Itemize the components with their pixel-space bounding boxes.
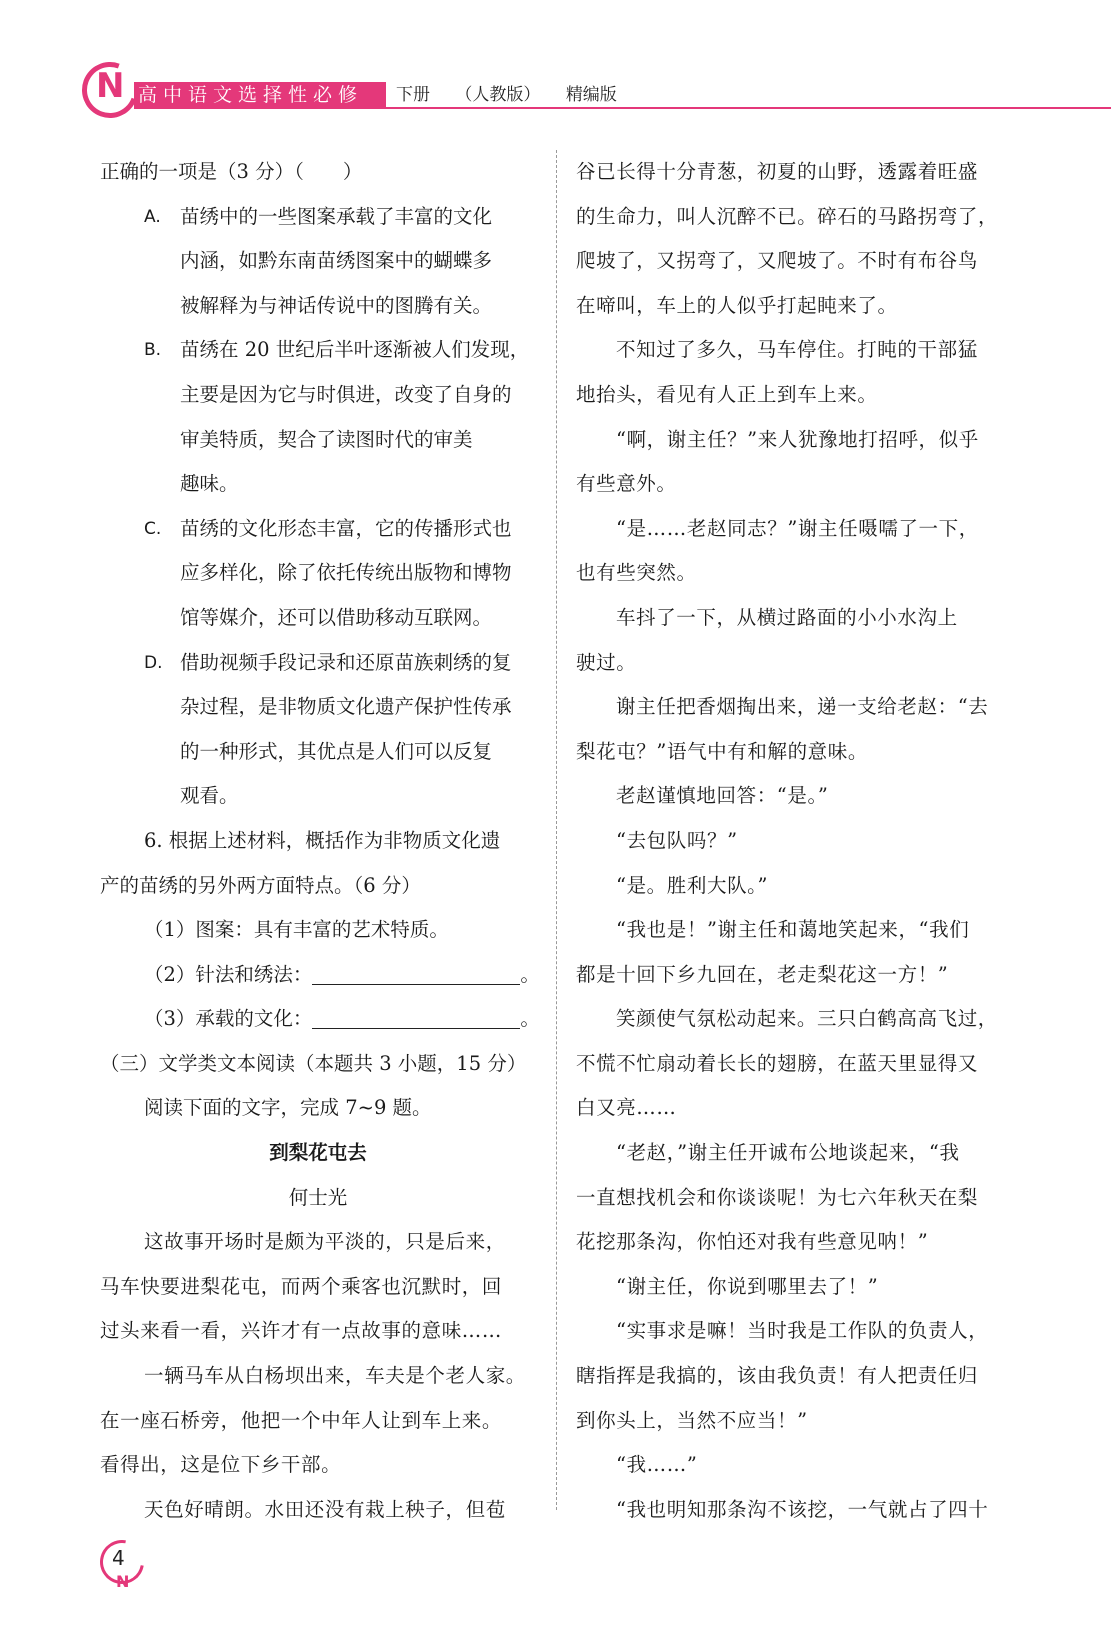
q6-stem-line1: 6. 根据上述材料，概括作为非物质文化遗 — [144, 828, 501, 852]
series-logo — [82, 62, 140, 120]
story-line: 瞎指挥是我搞的，该由我负责！有人把责任归 — [576, 1364, 979, 1388]
story-line: 爬坡了，又拐弯了，又爬坡了。不时有布谷鸟 — [576, 249, 979, 273]
option-b-letter: B. — [144, 340, 162, 361]
page-logo-letter: N — [116, 1572, 130, 1591]
option-a — [100, 195, 536, 240]
edition-label: （人教版） — [455, 85, 541, 105]
option-b-line: 主要是因为它与时俱进，改变了自身的 — [180, 382, 512, 406]
reading-instruction: 阅读下面的文字，完成 7~9 题。 — [144, 1096, 432, 1120]
story-line: 到你头上，当然不应当！” — [576, 1408, 808, 1432]
story-line: “是。胜利大队。” — [616, 873, 769, 897]
story-line: 不慌不忙扇动着长长的翅膀，在蓝天里显得又 — [576, 1051, 979, 1075]
story-line: 车抖了一下，从横过路面的小小水沟上 — [616, 605, 958, 629]
right-column — [576, 150, 1010, 1532]
q6-item-2-label: （2）针法和绣法： — [144, 962, 313, 986]
story-line: 看得出，这是位下乡干部。 — [100, 1453, 342, 1477]
story-line: 老赵谨慎地回答：“是。” — [616, 784, 829, 808]
q6-item-1: （1）图案：具有丰富的艺术特质。 — [144, 918, 449, 942]
page-number-badge — [100, 1540, 146, 1591]
option-c-letter: C. — [144, 518, 162, 539]
header-subtitle — [396, 82, 637, 109]
story-line: “啊，谢主任？”来人犹豫地打招呼，似乎 — [616, 427, 979, 451]
story-line: 谷已长得十分青葱，初夏的山野，透露着旺盛 — [576, 160, 979, 183]
story-line: 花挖那条沟，你怕还对我有些意见呐！” — [576, 1230, 929, 1254]
option-a-line: 被解释为与神话传说中的图腾有关。 — [180, 293, 493, 317]
option-a-line: 内涵，如黔东南苗绣图案中的蝴蝶多 — [180, 249, 493, 273]
page-number: 4 — [112, 1546, 125, 1570]
series-title: 高中语文选择性必修 — [134, 82, 386, 109]
story-line: 白又亮…… — [576, 1096, 677, 1120]
logo-letter: N — [96, 66, 125, 106]
option-d-line: 的一种形式，其优点是人们可以反复 — [180, 739, 493, 763]
story-line: 马车快要进梨花屯，而两个乘客也沉默时，回 — [100, 1274, 503, 1298]
story-line: 一辆马车从白杨坝出来，车夫是个老人家。 — [144, 1364, 526, 1388]
option-d-line: 杂过程，是非物质文化遗产保护性传承 — [180, 695, 512, 719]
story-line: 有些意外。 — [576, 472, 677, 496]
story-line: 这故事开场时是颇为平淡的，只是后来， — [144, 1230, 506, 1254]
column-divider — [556, 150, 557, 1510]
option-c — [100, 507, 536, 552]
story-title: 到梨花屯去 — [269, 1141, 367, 1165]
story-line: “谢主任，你说到哪里去了！” — [616, 1274, 879, 1298]
story-line: 驶过。 — [576, 650, 637, 674]
story-line: 一直想找机会和你谈谈呢！为七六年秋天在梨 — [576, 1185, 979, 1209]
period: 。 — [520, 1007, 540, 1031]
story-line: 笑颜使气氛松动起来。三只白鹤高高飞过， — [616, 1007, 998, 1031]
option-b-line: 趣味。 — [180, 472, 239, 496]
q6-item-3-label: （3）承载的文化： — [144, 1007, 313, 1031]
story-line: “是……老赵同志？”谢主任嗫嚅了一下， — [616, 516, 979, 540]
option-d-letter: D. — [144, 652, 163, 673]
story-line: “去包队吗？” — [616, 828, 738, 852]
option-d-line: 观看。 — [180, 784, 239, 808]
option-b-line: 苗绣在 20 世纪后半叶逐渐被人们发现， — [180, 338, 530, 362]
volume-label: 下册 — [396, 85, 430, 105]
story-line: 过头来看一看，兴许才有一点故事的意味…… — [100, 1319, 503, 1343]
option-d-line: 借助视频手段记录和还原苗族刺绣的复 — [180, 650, 512, 674]
story-line: 地抬头，看见有人正上到车上来。 — [576, 382, 878, 406]
section-3-title: （三）文学类文本阅读（本题共 3 小题，15 分） — [100, 1051, 527, 1075]
option-c-line: 馆等媒介，还可以借助移动互联网。 — [180, 605, 493, 629]
option-c-line: 应多样化，除了依托传统出版物和博物 — [180, 561, 512, 585]
option-b — [100, 328, 536, 373]
story-line: 谢主任把香烟掏出来，递一支给老赵：“去 — [616, 695, 989, 719]
answer-blank-2[interactable] — [312, 960, 520, 985]
story-line: 都是十回下乡九回在，老走梨花这一方！” — [576, 962, 949, 986]
story-line: 不知过了多久，马车停住。打盹的干部猛 — [616, 338, 978, 362]
option-b-line: 审美特质，契合了读图时代的审美 — [180, 427, 473, 451]
story-author: 何士光 — [288, 1185, 348, 1209]
option-a-letter: A. — [144, 206, 161, 227]
story-line: 在一座石桥旁，他把一个中年人让到车上来。 — [100, 1408, 503, 1432]
story-line: “我也是！”谢主任和蔼地笑起来，“我们 — [616, 918, 970, 942]
q6-stem-line2: 产的苗绣的另外两方面特点。（6 分） — [100, 873, 421, 897]
period: 。 — [520, 962, 540, 986]
q6-item-2 — [100, 953, 540, 998]
story-line: 也有些突然。 — [576, 561, 697, 585]
page-header — [0, 0, 1111, 120]
answer-blank-3[interactable] — [312, 1004, 520, 1029]
story-line: “老赵，”谢主任开诚布公地谈起来，“我 — [616, 1141, 960, 1165]
option-d — [100, 641, 536, 686]
story-line: “我……” — [616, 1453, 698, 1477]
option-a-line: 苗绣中的一些图案承载了丰富的文化 — [180, 204, 493, 228]
story-line: 梨花屯？”语气中有和解的意味。 — [576, 739, 868, 763]
version-label: 精编版 — [565, 85, 617, 105]
option-c-line: 苗绣的文化形态丰富，它的传播形式也 — [180, 516, 512, 540]
q5-stem: 正确的一项是（3 分）（ ） — [100, 160, 363, 183]
story-line: 天色好晴朗。水田还没有栽上秧子，但苞 — [144, 1497, 506, 1521]
story-line: 的生命力，叫人沉醉不已。碎石的马路拐弯了， — [576, 204, 999, 228]
story-line: “我也明知那条沟不该挖，一气就占了四十 — [616, 1497, 989, 1521]
q6-item-3 — [100, 997, 540, 1042]
left-column — [100, 150, 540, 1532]
story-line: “实事求是嘛！当时我是工作队的负责人， — [616, 1319, 989, 1343]
story-line: 在啼叫，车上的人似乎打起盹来了。 — [576, 293, 898, 317]
